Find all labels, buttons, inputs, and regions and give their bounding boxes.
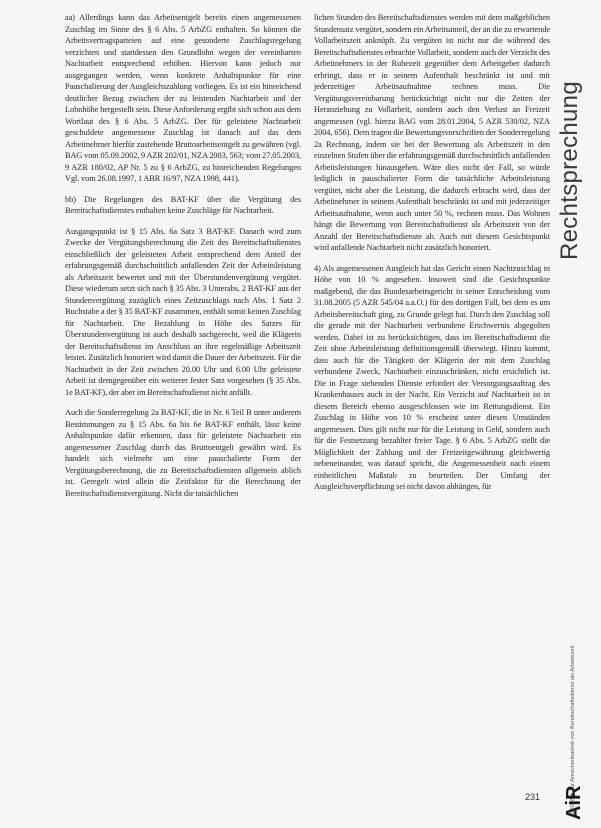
sidebar-note-text: 6/2008 ■ Zur Anrechenbarkeit von Bereitschaftsdienst als Arbeitszeit	[570, 645, 576, 815]
section-title	[553, 40, 583, 260]
page-number: 231	[525, 792, 541, 802]
section-title-text: Rechtsprechung	[556, 81, 583, 260]
sidebar-note	[569, 420, 583, 815]
paragraph: lichen Stunden des Bereitschaftsdienstes werden mit dem maßgeblichen Stundensatz vergütet, sondern ein Arbeitsanteil, der an die zu erwartende Vollarbeitszeit anknüpft. Zu vergüten ist nicht nur die während des Bereitschaftsdienstes erbrachte Vollarbeit, sondern auch der Verzicht des Arbeitnehmers in der Ruhezeit gegenüber dem Arbeitgeber dadurch erbringt, dass er in seinem Aufenthalt beschränkt ist und mit jederzeitiger Arbeitsaufnahme rechnen muss. Die Vergütungsvereinbarung berücksichtigt nicht nur die Zeiten der Heranziehung zu Vollarbeit, sondern auch den Verlust an Freizeit angemessen (vgl. hierzu BAG vom 28.01.2004, 5 AZR 530/02, NZA 2004, 656). Dem tragen die Bewertungsvorschriften der Sonderregelung 2a Rechnung, indem sie bei der Bewertung als Arbeitszeit in den einzelnen Stufen über die erfahrungsgemäß durchschnittlich anfallenden Arbeitsleistungen hinausgehen. Wäre dies nicht der Fall, so würde lediglich in pauschalierter Form die tatsächliche Arbeitsleistung vergütet, nicht aber die Leistung, die dadurch erbracht wird, dass der Arbeitnehmer in seinem Aufenthalt beschränkt ist und mit jederzeitiger Arbeitsaufnahme, wenn auch unter 50 %, rechnen muss. Das Wohnen hängt die Bewertung von Bereitschaftsdienst als Arbeitszeit von der Anzahl der Bereitschaftsdienste ab. Auch mit diesem Gesichtspunkt wird anfallende Nachtarbeit nicht zusätzlich honoriert.	[314, 13, 550, 252]
journal-logo-text: AiR	[563, 785, 585, 820]
left-text-column	[65, 12, 301, 508]
journal-logo	[563, 772, 587, 820]
paragraph: Ausgangspunkt ist § 15 Abs. 6a Satz 3 BAT-KF. Danach wird zum Zwecke der Vergütungsberechnung die Zeit des Bereitschaftsdienstes einschließlich der geleisteten Arbeit entsprechend dem Anteil der erfahrungsgemäß durchschnittlich anfallenden Zeit der Arbeitsleistung als Arbeitszeit bewertet und mit der Überstundenvergütung vergütet. Diese wiederum setzt sich nach § 35 Abs. 3 Unterabs. 2 BAT-KF aus der Stundenvergütung zuzüglich eines Zeitzuschlags nach Abs. 1 Satz 2 Buchstabe a der § 35 BAT-KF zusammen, enthält somit keinen Zuschlag für Nachtarbeit. Die Bezahlung in Höhe des Satzes für Überstundenvergütung ist auch deshalb sachgerecht, weil die Klägerin der Bereitschaftsdienst im Anschluss an ihre regelmäßige Arbeitszeit leistet. Zusätzlich honoriert wird damit die Dauer der Arbeitszeit. Für die Nachtarbeit in der Zeit zwischen 20.00 Uhr und 6.00 Uhr geleistete Arbeit ist demgegenüber ein weiterer fester Satz vorgesehen (§ 35 Abs. 1e BAT-KF), der aber im Bereitschaftsdienst nicht anfällt.	[65, 226, 301, 397]
right-text-column	[314, 12, 550, 502]
paragraph: Auch die Sonderregelung 2a BAT-KF, die in Nr. 6 Teil B unter anderem Bestimmungen zu § 15 Abs. 6a bis 6e BAT-KF enthält, lässt keine Anhaltspunkte dafür erkennen, dass für geleistete Nachtarbeit ein angemessener Zuschlag durch das Bruttoentgelt gewährt wird. Es handelt sich vielmehr um eine pauschalierte Form der Vergütungsberechnung, die zu Bereitschaftsdiensten allgemein ablich ist. Geregelt wird allein die Zeitfaktor für die Berechnung der Bereitschaftsdienstvergütung. Nicht die tatsächlichen	[65, 408, 301, 498]
paragraph: 4) Als angemessenen Ausgleich hat das Gericht einen Nachtzuschlag in Höhe von 10 % angesehen. Insoweit sind die Gesichtspunkte maßgebend, die das Bundesarbeitsgericht in seiner Entscheidung vom 31.08.2005 (5 AZR 545/04 a.a.O.) für den dortigen Fall, bei dem es um Arbeitsbereitschaft ging, zu Grunde gelegt hat. Durch den Zuschlag soll die gerade mit der Nachtarbeit verbundene Erschwernis abgegolten werden. Dabei ist zu berücksichtigen, dass im Bereitschaftsdienst die Zeit ohne Arbeitsleistung definitionsgemäß überwiegt. Hinzu kommt, dass auch für die Tätigkeit der Klägerin der mit dem Zuschlag verbundene Zweck, Nachtarbeit einzuschränken, nicht ersichtlich ist. Die in Frage stehenden Dienste erfordert der Versorgungsauftrag des Krankenhauses auch in der Nacht. Ein Verzicht auf Nachtarbeit ist in diesem Bereich ebenso ausgeschlossen wie im Rettungsdienst. Ein Zuschlag in Höhe von 10 % erscheint unter diesen Umständen angemessen. Dies gilt nicht nur für die Leistung in Geld, sondern auch für die Festsetzung bezahlter freier Tage. § 6 Abs. 5 ArbZG stellt die Möglichkeit der Zahlung und der Freizeitgewährung gleichwertig nebeneinander, was darauf spricht, die Angemessenheit nach einem einheitlichen Maßstab zu beurteilen. Der Umfang der Ausgleichsverpflichtung sei nicht davon abhängen, für	[314, 263, 550, 491]
paragraph: aa) Allerdings kann das Arbeitsentgelt bereits einen angemessenen Zuschlag im Sinne des § 6 Abs. 5 ArbZG enthalten. So können die Arbeitsvertragsparteien auf eine gesonderte Zuschlagsregelung verzichten und stattdessen den Grundlohn wegen der vereinbarten Nachtarbeit entsprechend erhöhen. Hiervon kann jedoch nur ausgegangen werden, wenn konkrete Anhaltspunkte für eine Pauschalierung der Ausgleichszahlung vorliegen. Es ist ein hinreichend deutlicher Bezug zwischen der zu leistenden Nachtarbeit und der Lohnhöhe hergestellt sein. Diese Anforderung ergibt sich schon aus dem Wortlaut des § 6 Abs. 5 ArbZG. Der für geleistete Nachtarbeit geschuldete angemessene Zuschlag ist danach auf das dem Arbeitnehmer hierfür zustehende Bruttoarbeitsentgelt zu gewähren (vgl. BAG vom 05.09.2002, 9 AZR 202/01, NZA 2003, 563; vom 27.05.2003, 9 AZR 180/02, AP Nr. 5 zu § 6 ArbZG, zu hinreichenden Regelungen Vgl. vom 26.08.1997, 1 ABR 16/97, NZA 1998, 441).	[65, 13, 301, 183]
paragraph: bb) Die Regelungen des BAT-KF über die Vergütung des Bereitschaftsdienstes enthalten keine Zuschläge für Nachtarbeit.	[65, 194, 301, 215]
